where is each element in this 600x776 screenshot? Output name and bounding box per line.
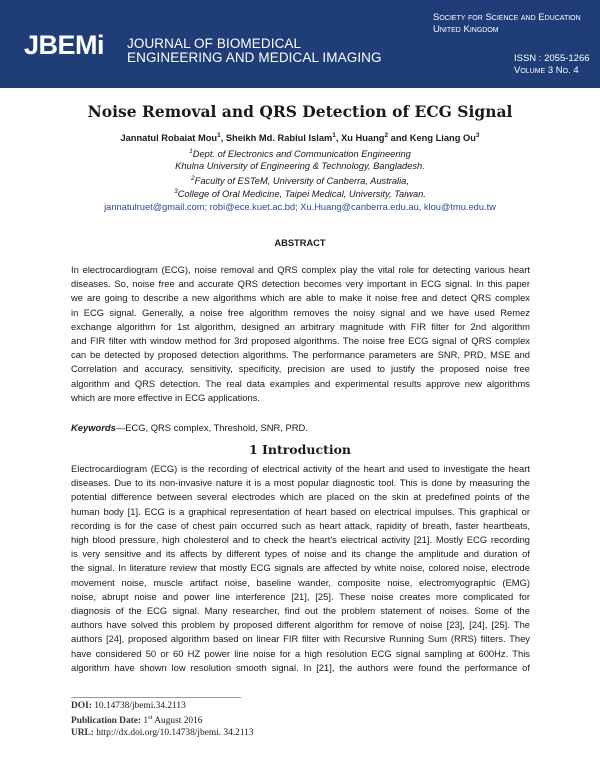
text-line: we are going to describe a new algorithms which are able to make it noise free and detect QRS complex <box>71 292 530 304</box>
author-separator: , <box>335 133 342 144</box>
affiliation-number: 2 <box>191 175 195 182</box>
publication-month-year: August 2016 <box>154 716 203 727</box>
text-line: potential difference between several electrodes which are placed on the skin at predefined points of the <box>71 491 530 503</box>
text-line: In electrocardiogram (ECG), noise removal and QRS complex play the vital role for detecting various heart <box>71 264 530 275</box>
author-name: Keng Liang Ou <box>409 133 476 144</box>
text-line: is very sensitive and its affects by different types of noise and its change the amplitude and duration of <box>71 548 530 560</box>
footer-divider <box>71 697 241 698</box>
text-line: algorithm have shown low resolution smooth signal. In [21], the authors were found the performance of <box>71 661 530 673</box>
doi-line <box>71 700 254 712</box>
text-line: diagnosis of the ECG signal. Many researcher, find out the problem statement of noises. Some of the <box>71 605 530 617</box>
keywords-label: Keywords <box>71 422 116 433</box>
text-line: movement noise, muscle artifact noise, baseline wander, composite noise, electromyographic (EMG) <box>71 576 530 588</box>
author-name: Sheikh Md. Rabiul Islam <box>225 133 333 144</box>
publication-day: 1 <box>143 716 149 727</box>
journal-name-line1: JOURNAL OF BIOMEDICAL <box>127 36 302 51</box>
affiliation-1-institution <box>0 161 600 171</box>
publication-day-suffix: st <box>148 714 153 721</box>
text-line: and FIR filter with window method for 3rd proposed algorithms. The noise free ECG signal of QRS complex <box>71 335 530 347</box>
article-footer <box>71 700 254 739</box>
author-list <box>0 132 600 143</box>
affiliation-number: 3 <box>174 188 178 195</box>
text-line: diseases. Due to its non-invasive nature it is a most popular diagnostic tool. This is done by measuring the <box>71 477 530 489</box>
text-line: have considered 50 or 60 HZ power line noise for a high resolution ECG signal sampling at 600Hz. This <box>71 647 530 659</box>
abstract-heading: ABSTRACT <box>274 238 326 248</box>
text-line: high blood pressure, high cholesterol and to check the heart's electrical activity [21]. Mostly ECG recording <box>71 534 530 546</box>
text-line: exchange algorithm for 1st algorithm, designed an arbitrary magnitude with FIR filter for 2nd algorithm <box>71 320 530 332</box>
issn-block <box>514 53 590 77</box>
journal-logo: JBEMi <box>24 30 105 60</box>
doi-value[interactable]: 10.14738/jbemi.34.2113 <box>94 701 186 711</box>
author-affiliation-number: 1 <box>217 132 221 139</box>
text-line: authors [24], proposed algorithm based on linear FIR filter with Recursive Running Sum (RRS) filters. They <box>71 633 530 645</box>
text-line: authors have solved this problem by proposed different algorithm for remove of noise [23], [24], [25]. The <box>71 619 530 631</box>
author-separator: and <box>388 133 410 144</box>
affiliation-text: Faculty of ESTeM, University of Canberra, Australia, <box>194 176 409 187</box>
journal-banner <box>0 0 600 88</box>
affiliation-number: 1 <box>189 148 193 155</box>
text-line: noise, abrupt noise and power line interference [21], [25]. These noise creates more complicated for <box>71 590 530 602</box>
author-affiliation-number: 2 <box>384 132 389 139</box>
text-line: diseases. So, noise free and accurate QRS detection becomes very important in ECG signal. In this paper <box>71 278 530 290</box>
affiliation-text: Dept. of Electronics and Communication Engineering <box>192 149 411 160</box>
text-line: can be detected by proposed detection algorithms. The performance parameters are SNR, PRD, MSE and <box>71 349 530 361</box>
affiliation-1 <box>0 148 600 159</box>
journal-name <box>127 37 382 65</box>
publication-date-label: Publication Date: <box>71 716 142 727</box>
author-affiliation-number: 1 <box>332 132 336 139</box>
keywords-text: —ECG, QRS complex, Threshold, SNR, PRD. <box>115 422 308 433</box>
volume-issue: Volume 3 No. 4 <box>514 65 579 76</box>
text-line: human body [1]. ECG is a graphical representation of heart based on electrical impulses. This graphical or <box>71 505 530 517</box>
journal-name-line2: ENGINEERING AND MEDICAL IMAGING <box>127 50 382 65</box>
publisher-society <box>433 12 581 36</box>
abstract-body <box>71 263 530 405</box>
keywords <box>71 422 308 433</box>
paper-title: Noise Removal and QRS Detection of ECG Signal <box>87 102 513 121</box>
text-line: which are more effective in ECG applications. <box>71 391 260 403</box>
text-line: the signal. In literature review that mostly ECG signals are affected by white noise, colored noise, electrode <box>71 562 530 574</box>
author-name: Jannatul Robaiat Mou <box>120 133 218 144</box>
publication-date-line <box>71 712 254 727</box>
issn: ISSN : 2055-1266 <box>514 53 590 64</box>
affiliation-text: College of Oral Medicine, Taipei Medical, University, Taiwan. <box>177 189 426 200</box>
society-name: Society for Science and Education <box>433 12 581 23</box>
text-line: recording is for the case of chest pain occurred such as heart attack, rapidity of breath, faster heartbeats, <box>71 519 530 531</box>
section-heading-introduction: 1 Introduction <box>248 442 352 457</box>
text-line: algorithm and QRS detection. The real data examples and experimental results approve new algorithms <box>71 377 530 389</box>
text-line: Electrocardiogram (ECG) is the recording of electrical activity of the heart and used to investigate the heart <box>71 463 530 474</box>
text-line: Correlation and accuracy, sensitivity, specificity, precision are used to justify the proposed noise free <box>71 363 530 375</box>
affiliation-2 <box>0 175 600 186</box>
author-emails[interactable]: jannatulruet@gmail.com; robi@ece.kuet.ac.bd; Xu.Huang@canberra.edu.au, klou@tmu.edu.tw <box>104 202 496 212</box>
url-label: URL: <box>71 728 94 739</box>
introduction-body <box>71 462 530 675</box>
text-line: in ECG signal. Generally, a noise free algorithm removes the noisy signal and we have used Remez <box>71 306 530 318</box>
author-separator: , <box>220 133 226 144</box>
url-value[interactable]: http://dx.doi.org/10.14738/jbemi. 34.2113 <box>96 728 254 739</box>
affiliation-3 <box>0 188 600 199</box>
author-name: Xu Huang <box>341 133 385 144</box>
affiliation-text: Khulna University of Engineering & Technology, Bangladesh. <box>175 161 425 171</box>
author-affiliation-number: 3 <box>475 132 480 139</box>
society-country: United Kingdom <box>433 24 499 35</box>
url-line <box>71 727 254 739</box>
doi-label: DOI: <box>71 701 92 711</box>
